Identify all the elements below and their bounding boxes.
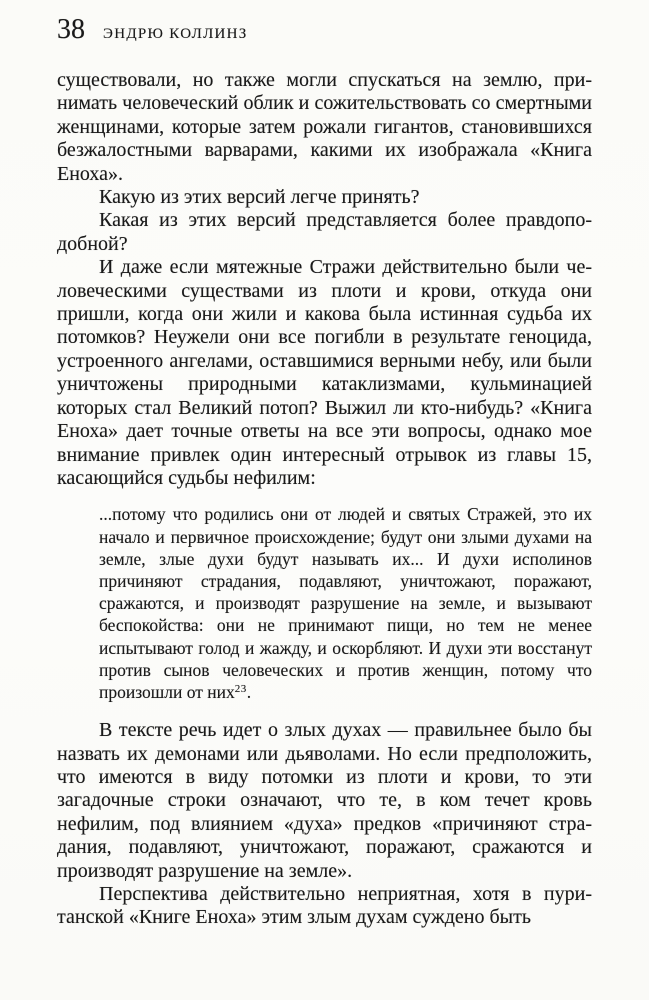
footnote-reference: 23 xyxy=(234,682,247,695)
block-quote xyxy=(99,503,592,703)
quote-text-after-ref: . xyxy=(246,681,252,702)
page-header xyxy=(57,16,248,44)
paragraph: Перспектива действительно неприятная, хотя в пуританской «Книге Еноха» этим злым духам суждено быть xyxy=(57,882,592,929)
paragraph: Какую из этих версий легче принять? xyxy=(99,186,420,209)
paragraph: И даже если мятежные Стражи действительно были человеческими существами из плоти и крови, откуда они пришли, когда они жили и какова была истинная судьба их потомков? Неужели они все погибли в результате геноцида, устроенного ангелами, оставшимися верными небу, или были уничтожены природными катаклизмами, кульминацией которых стал Великий потоп? Выжил ли кто-нибудь? «Книга Еноха» дает точные ответы на все эти вопросы, однако мое внимание привлек один интересный отрывок из главы 15, касающийся судьбы нефилим: xyxy=(57,256,592,489)
page-number: 38 xyxy=(57,14,85,45)
quote-text: ...потому что родились они от людей и святых Стражей, это их начало и первичное происхождение; будут они злыми духами на земле, злые духи будут называть их... И духи исполинов причиняют страдания, подавляют, уничтожают, поражают, сражаются, и производят разрушение на земле, и вызывают беспокойства: они не принимают пищи, но тем не менее испытывают голод и жажду, и оскорбляют. И духи эти восстанут против сынов человеческих и против женщин, потому что произошли от них xyxy=(99,504,592,702)
paragraph: В тексте речь идет о злых духах — правильнее было бы назвать их демонами или дьяволами. Но если предположить, что имеются в виду потомки из плоти и крови, то эти загадочные строки означают, что те, в ком течет кровь нефилим, под влиянием «духа» предков «причиняют страдания, подавляют, уничтожают, поражают, сражаются и производят разрушение на земле». xyxy=(57,719,592,882)
paragraph: существовали, но также могли спускаться на землю, принимать человеческий облик и сожительствовать со смертными женщинами, которые затем рожали гигантов, становившихся безжалостными варварами, какими их изображала «Книга Еноха». xyxy=(57,69,592,185)
paragraph: Какая из этих версий представляется более правдоподобной? xyxy=(57,209,592,255)
page-body xyxy=(57,69,592,930)
running-header-author: ЭНДРЮ КОЛЛИНЗ xyxy=(103,26,248,42)
